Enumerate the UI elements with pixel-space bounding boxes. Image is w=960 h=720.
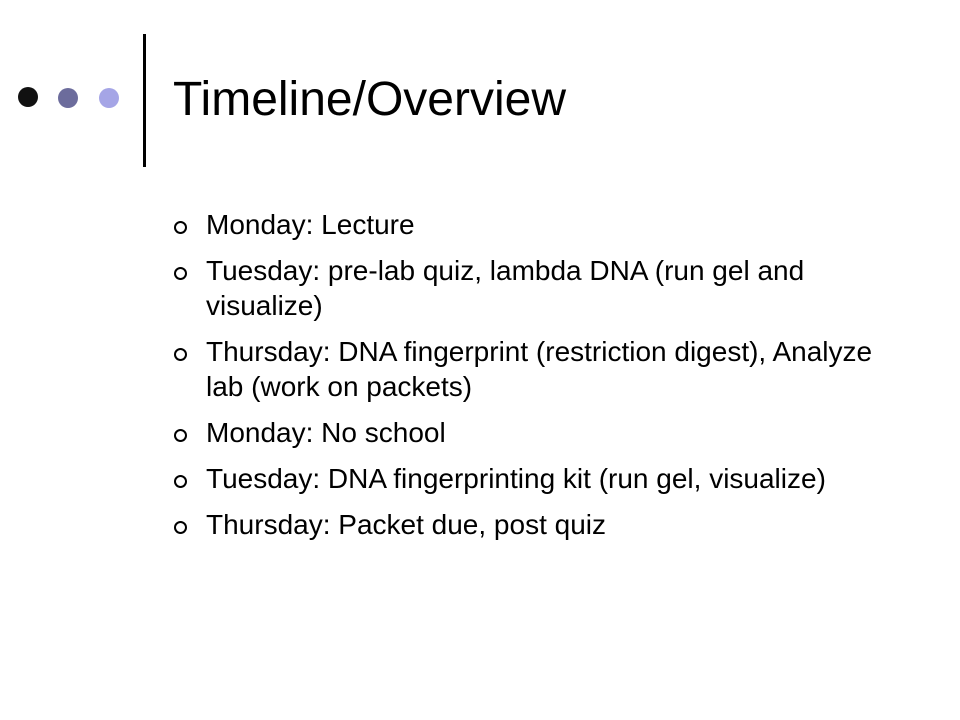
bullet-text: Thursday: DNA fingerprint (restriction digest), Analyze lab (work on packets): [206, 336, 873, 402]
bullet-item: [174, 507, 894, 542]
bullet-text: Monday: No school: [206, 417, 446, 448]
hollow-circle-bullet-icon: [174, 521, 187, 534]
hollow-circle-bullet-icon: [174, 348, 187, 361]
dark-dot-icon: [18, 87, 38, 107]
hollow-circle-bullet-icon: [174, 475, 187, 488]
bullet-text: Tuesday: pre-lab quiz, lambda DNA (run gel and visualize): [206, 255, 805, 321]
light-dot-icon: [99, 88, 119, 108]
title-divider-line: [143, 34, 146, 167]
bullet-text: Thursday: Packet due, post quiz: [206, 509, 606, 540]
bullet-list: [174, 207, 894, 553]
bullet-item: [174, 253, 894, 323]
hollow-circle-bullet-icon: [174, 267, 187, 280]
bullet-text: Tuesday: DNA fingerprinting kit (run gel, visualize): [206, 463, 826, 494]
decorative-dots: [0, 0, 140, 200]
hollow-circle-bullet-icon: [174, 429, 187, 442]
bullet-item: [174, 415, 894, 450]
bullet-item: [174, 334, 894, 404]
slide-title: Timeline/Overview: [173, 73, 566, 126]
bullet-text: Monday: Lecture: [206, 209, 415, 240]
hollow-circle-bullet-icon: [174, 221, 187, 234]
medium-dot-icon: [58, 88, 78, 108]
bullet-item: [174, 207, 894, 242]
bullet-item: [174, 461, 894, 496]
